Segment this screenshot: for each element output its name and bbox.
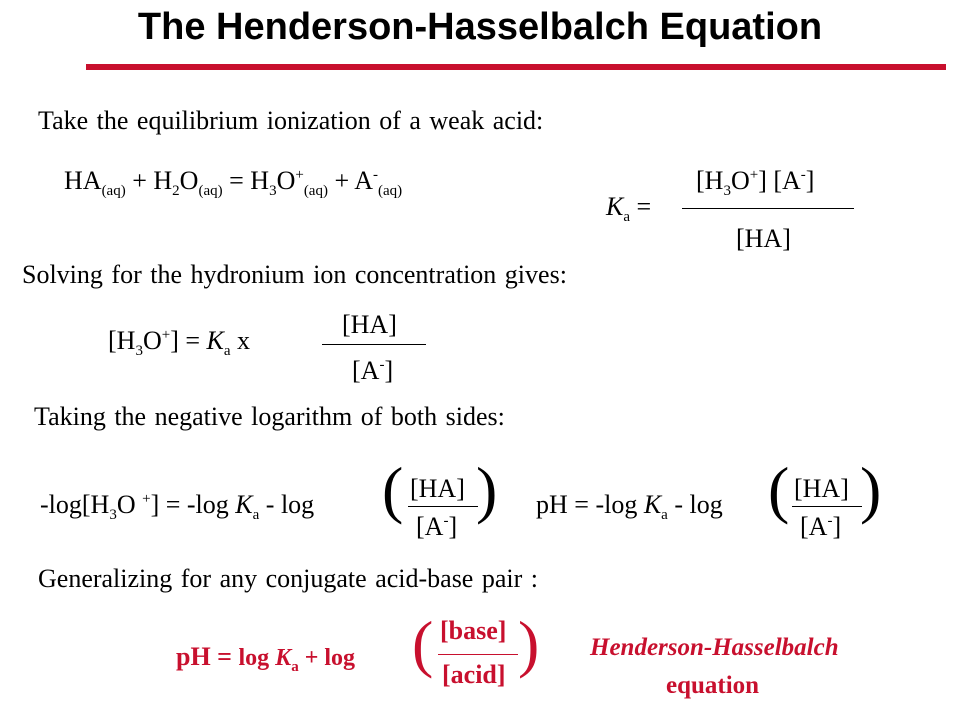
- taking-log-text: Taking the negative logarithm of both sides:: [34, 402, 505, 431]
- hydronium-numerator: [HA]: [342, 310, 397, 339]
- hydronium-denominator: [A-]: [352, 356, 394, 385]
- hh-fraction-bar: [438, 654, 518, 655]
- hh-right-paren: ): [518, 608, 540, 679]
- hh-denominator: [acid]: [442, 660, 506, 689]
- title-underline: [86, 64, 946, 70]
- hh-label-line2: equation: [666, 672, 760, 699]
- ka-denominator: [HA]: [736, 224, 791, 253]
- left-paren-2: (: [768, 454, 790, 525]
- hh-label-line1: Henderson-Hasselbalch: [590, 634, 839, 661]
- ka-numerator: $[H_3O^+]$ [A-]: [696, 166, 815, 199]
- hydronium-equation: $[H_3O^+] = K_a$ x: [108, 326, 251, 359]
- left-paren-1: (: [382, 454, 404, 525]
- hh-left-paren: (: [412, 608, 434, 679]
- ph-numerator: [HA]: [794, 474, 849, 503]
- solving-text: Solving for the hydronium ion concentration gives:: [22, 260, 567, 289]
- hydronium-fraction-bar: [322, 344, 426, 345]
- right-paren-1: ): [476, 454, 498, 525]
- generalizing-text: Generalizing for any conjugate acid-base pair :: [38, 564, 538, 593]
- ph-fraction-bar: [792, 506, 862, 507]
- ph-denominator: [A-]: [800, 512, 842, 541]
- ph-equation: pH = -log $K_a$ - log: [536, 490, 723, 523]
- right-paren-2: ): [860, 454, 882, 525]
- hh-numerator: [base]: [440, 616, 507, 645]
- intro-text: Take the equilibrium ionization of a weak acid:: [38, 106, 544, 135]
- equilibrium-equation: $HA_{(aq)} + H_2O_{(aq)} = H_3O^+_{(aq)} + A^-_{(aq)}$: [64, 166, 403, 199]
- neglog-numerator: [HA]: [410, 474, 465, 503]
- slide-title: The Henderson-Hasselbalch Equation: [137, 6, 823, 48]
- ka-fraction-bar: [682, 208, 854, 209]
- neglog-fraction-bar: [408, 506, 478, 507]
- hh-equation: pH = $\log K_a + \log$: [176, 642, 356, 675]
- ka-symbol: $K_a$ =: [606, 192, 652, 225]
- neglog-equation: $-\log[H_3O$ +] = -log $K_a$ - log: [40, 490, 315, 523]
- neglog-denominator: [A-]: [416, 512, 458, 541]
